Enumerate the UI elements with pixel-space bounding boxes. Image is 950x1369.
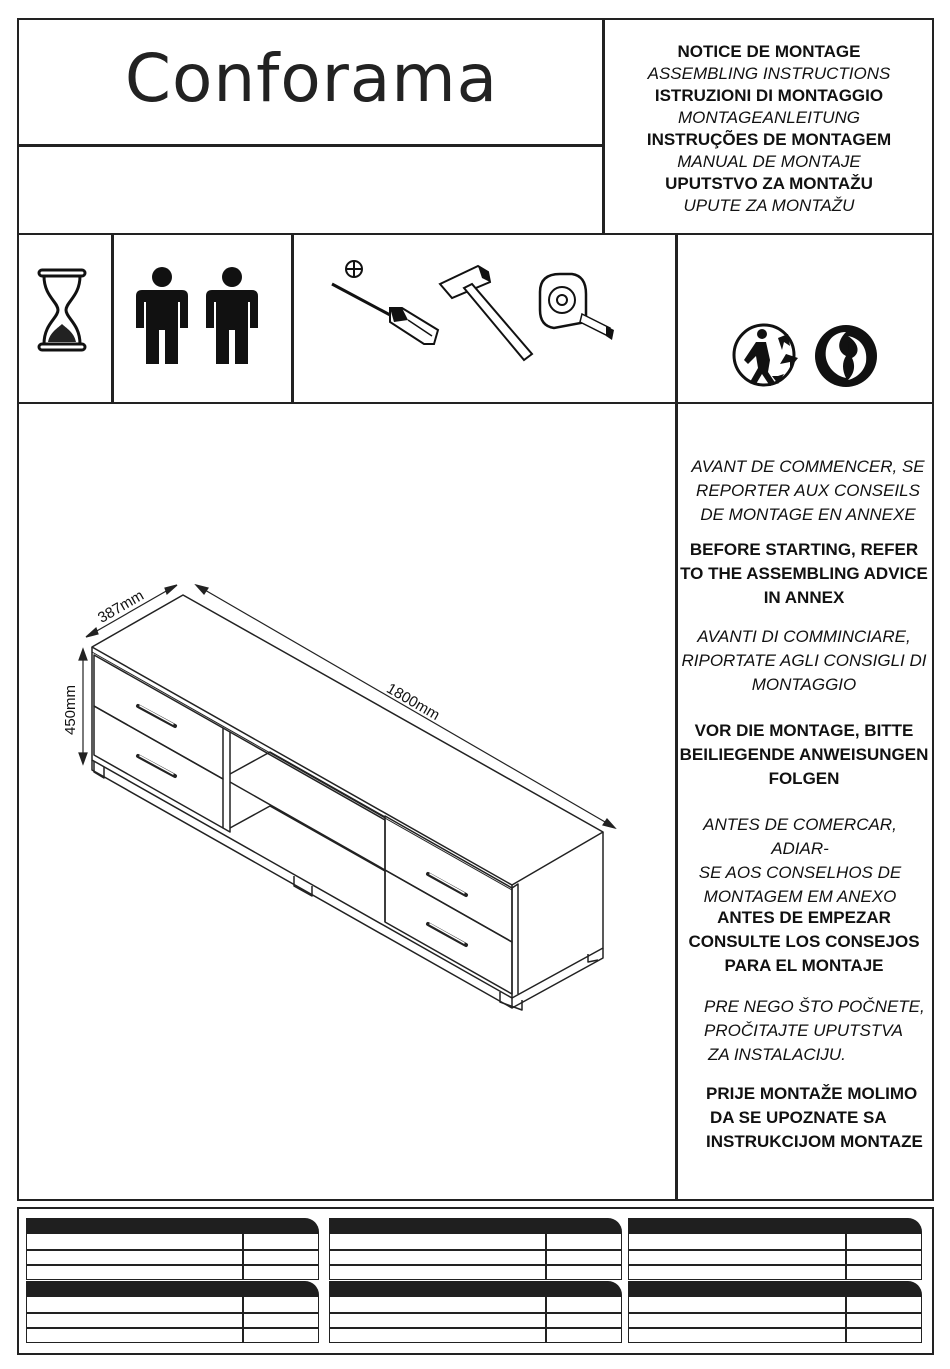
- footer-table-rule: [329, 1264, 622, 1266]
- green-dot-icon: [812, 322, 880, 390]
- hourglass-icon: [36, 268, 88, 352]
- footer-table-header: [329, 1218, 622, 1234]
- footer-table-divider: [545, 1297, 547, 1343]
- footer-table-header: [329, 1281, 622, 1297]
- footer-table-rule: [628, 1312, 922, 1314]
- screwdriver-icon: [328, 258, 443, 350]
- footer-table-rule: [628, 1249, 922, 1251]
- footer-table: [628, 1234, 922, 1280]
- footer-table: [26, 1234, 319, 1280]
- advice-de: VOR DIE MONTAGE, BITTE BEILIEGENDE ANWEISUNGEN FOLGEN: [679, 721, 929, 788]
- footer-table-divider: [242, 1297, 244, 1343]
- advice-fr: AVANT DE COMMENCER, SE REPORTER AUX CONSEILS DE MONTAGE EN ANNEXE: [691, 457, 925, 524]
- footer-table: [329, 1297, 622, 1343]
- tape-measure-icon: [534, 270, 618, 342]
- title-line: INSTRUÇÕES DE MONTAGEM: [646, 130, 892, 149]
- footer-table-rule: [628, 1264, 922, 1266]
- footer-table-divider: [242, 1234, 244, 1280]
- hammer-icon: [436, 262, 536, 362]
- title-line: UPUTE ZA MONTAŽU: [683, 196, 855, 215]
- footer-table-rule: [329, 1312, 622, 1314]
- footer-table-rule: [26, 1312, 319, 1314]
- title-line: MONTAGEANLEITUNG: [678, 108, 860, 127]
- footer-table: [26, 1297, 319, 1343]
- instruction-titles: [606, 41, 932, 217]
- footer-table: [628, 1297, 922, 1343]
- footer-table-rule: [628, 1327, 922, 1329]
- footer-table-header: [26, 1281, 319, 1297]
- advice-it: AVANTI DI COMMINCIARE, RIPORTATE AGLI CONSIGLI DI MONTAGGIO: [681, 627, 927, 694]
- footer-table-header: [628, 1218, 922, 1234]
- footer-table-divider: [545, 1234, 547, 1280]
- footer-table-rule: [329, 1249, 622, 1251]
- footer-table-rule: [329, 1327, 622, 1329]
- footer-table-divider: [845, 1297, 847, 1343]
- advice-hr: PRIJE MONTAŽE MOLIMO DA SE UPOZNATE SA INSTRUKCIJOM MONTAZE: [706, 1084, 923, 1151]
- footer-table-divider: [845, 1234, 847, 1280]
- brand-logo: Conforama: [124, 40, 499, 117]
- advice-es: ANTES DE EMPEZAR CONSULTE LOS CONSEJOS PARA EL MONTAJE: [688, 908, 920, 975]
- person-icon: [204, 266, 260, 366]
- title-line: NOTICE DE MONTAGE: [677, 42, 861, 61]
- dimension-height: 450mm: [62, 684, 79, 735]
- title-line: ASSEMBLING INSTRUCTIONS: [647, 64, 891, 83]
- title-line: UPUTSTVO ZA MONTAŽU: [665, 174, 873, 193]
- person-icon: [134, 266, 190, 366]
- recycle-person-icon: [732, 320, 804, 390]
- advice-sr: PRE NEGO ŠTO POČNETE, PROČITAJTE UPUTSTVA ZA INSTALACIJU.: [704, 997, 925, 1064]
- tv-cabinet-drawing: [20, 404, 675, 1199]
- dimension-length: 1800mm: [383, 680, 443, 724]
- title-line: ISTRUZIONI DI MONTAGGIO: [654, 86, 884, 105]
- footer-table-rule: [26, 1249, 319, 1251]
- header-logo-divider: [17, 144, 604, 147]
- footer-table: [329, 1234, 622, 1280]
- footer-table-header: [26, 1218, 319, 1234]
- footer-table-header: [628, 1281, 922, 1297]
- title-line: MANUAL DE MONTAJE: [677, 152, 861, 171]
- advice-pt: ANTES DE COMERCAR, ADIAR- SE AOS CONSELHOS DE MONTAGEM EM ANEXO: [698, 815, 902, 906]
- footer-table-rule: [26, 1327, 319, 1329]
- advice-en: BEFORE STARTING, REFER TO THE ASSEMBLING ADVICE IN ANNEX: [680, 540, 928, 607]
- dimension-depth: 387mm: [95, 586, 147, 627]
- footer-table-rule: [26, 1264, 319, 1266]
